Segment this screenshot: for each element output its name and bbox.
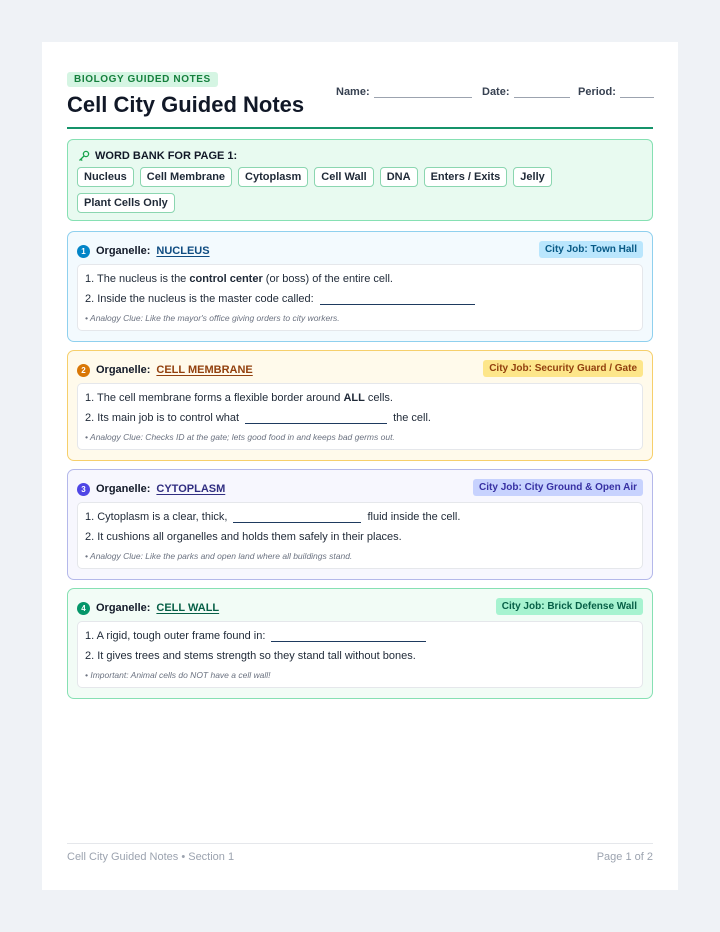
header-divider (67, 127, 653, 129)
card-header (77, 479, 643, 499)
organelle-name: CELL MEMBRANE (156, 364, 253, 376)
notes-box (77, 502, 643, 569)
note-line-1 (85, 392, 393, 404)
analogy-clue: • Analogy Clue: Like the parks and open land where all buildings stand. (85, 551, 353, 561)
answer-blank[interactable] (245, 413, 387, 424)
note-text: fluid inside the cell. (367, 511, 461, 523)
note-text: 1. The nucleus is the (85, 273, 190, 285)
organelle-name: CELL WALL (156, 602, 220, 614)
subject-tag: BIOLOGY GUIDED NOTES (67, 72, 218, 87)
date-line[interactable] (514, 88, 570, 98)
note-text: 1. Cytoplasm is a clear, thick, (85, 511, 228, 523)
note-line-2 (85, 412, 431, 424)
note-line-1 (85, 511, 460, 523)
organelle-label: Organelle: (96, 245, 151, 257)
city-job-badge: City Job: Security Guard / Gate (483, 360, 643, 377)
word-chip: Enters / Exits (424, 167, 508, 187)
note-line-2 (85, 531, 402, 543)
note-text: 2. It cushions all organelles and holds them safely in their places. (85, 531, 402, 543)
city-job-badge: City Job: Town Hall (539, 241, 643, 258)
word-chip: Cytoplasm (238, 167, 308, 187)
word-chip: Cell Membrane (140, 167, 232, 187)
number-badge: 1 (77, 245, 90, 258)
note-text: 2. Inside the nucleus is the master code called: (85, 293, 314, 305)
word-chip: Cell Wall (314, 167, 373, 187)
word-chip: Nucleus (77, 167, 134, 187)
note-bold: ALL (343, 392, 365, 404)
organelle-label: Organelle: (96, 483, 151, 495)
note-bold: control center (189, 273, 263, 285)
note-text: 1. A rigid, tough outer frame found in: (85, 630, 266, 642)
organelle-name: CYTOPLASM (156, 483, 226, 495)
organelle-card-cell-membrane (67, 350, 653, 461)
card-header (77, 360, 643, 380)
name-field[interactable] (336, 86, 472, 98)
note-line-2 (85, 650, 416, 662)
word-bank-chips (77, 167, 647, 213)
page-title: Cell City Guided Notes (67, 92, 305, 117)
note-text: 2. Its main job is to control what (85, 412, 240, 424)
name-line[interactable] (374, 88, 472, 98)
name-label: Name: (336, 86, 370, 98)
note-line-1 (85, 273, 393, 285)
period-line[interactable] (620, 88, 654, 98)
period-field[interactable] (578, 86, 654, 98)
word-chip: DNA (380, 167, 418, 187)
word-bank-header (78, 150, 237, 162)
date-label: Date: (482, 86, 510, 98)
date-field[interactable] (482, 86, 570, 98)
analogy-clue: • Analogy Clue: Checks ID at the gate; lets good food in and keeps bad germs out. (85, 432, 395, 442)
footer-section: Cell City Guided Notes • Section 1 (67, 851, 235, 863)
word-bank-title: WORD BANK FOR PAGE 1: (95, 150, 238, 162)
city-job-badge: City Job: City Ground & Open Air (473, 479, 643, 496)
word-bank (67, 139, 653, 221)
worksheet-page (42, 42, 678, 890)
key-icon (78, 150, 90, 162)
word-chip: Plant Cells Only (77, 193, 175, 213)
note-line-1 (85, 630, 432, 642)
notes-box (77, 264, 643, 331)
organelle-label: Organelle: (96, 364, 151, 376)
number-badge: 2 (77, 364, 90, 377)
organelle-card-cell-wall (67, 588, 653, 699)
note-line-2 (85, 293, 481, 305)
card-header (77, 241, 643, 261)
analogy-clue: • Analogy Clue: Like the mayor's office giving orders to city workers. (85, 313, 340, 323)
organelle-name: NUCLEUS (156, 245, 210, 257)
number-badge: 4 (77, 602, 90, 615)
note-text: the cell. (393, 412, 431, 424)
card-header (77, 598, 643, 618)
notes-box (77, 621, 643, 688)
answer-blank[interactable] (320, 294, 475, 305)
organelle-card-nucleus (67, 231, 653, 342)
answer-blank[interactable] (271, 631, 426, 642)
note-text: (or boss) of the entire cell. (262, 273, 393, 285)
analogy-clue: • Important: Animal cells do NOT have a cell wall! (85, 670, 271, 680)
number-badge: 3 (77, 483, 90, 496)
notes-box (77, 383, 643, 450)
word-chip: Jelly (513, 167, 551, 187)
city-job-badge: City Job: Brick Defense Wall (496, 598, 643, 615)
note-text: 2. It gives trees and stems strength so they stand tall without bones. (85, 650, 416, 662)
note-text: cells. (364, 392, 393, 404)
period-label: Period: (578, 86, 616, 98)
note-text: 1. The cell membrane forms a flexible border around (85, 392, 344, 404)
answer-blank[interactable] (233, 512, 361, 523)
organelle-card-cytoplasm (67, 469, 653, 580)
organelle-label: Organelle: (96, 602, 151, 614)
footer-divider (67, 843, 653, 844)
page-number: Page 1 of 2 (596, 851, 653, 863)
